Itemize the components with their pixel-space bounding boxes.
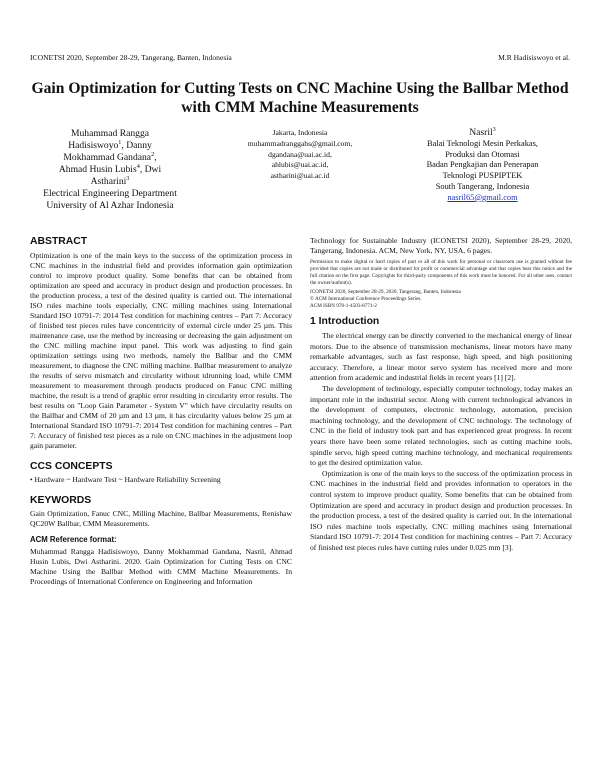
author-affiliation: Produksi dan Otomasi: [445, 149, 520, 159]
keywords-text: Gain Optimization, Fanuc CNC, Milling Machine, Ballbar Measurements, Renishaw QC20W Ballbar, CMM Measurements.: [30, 509, 292, 528]
email-link[interactable]: nasril65@gmail.com: [447, 192, 518, 202]
running-header-left: ICONETSI 2020, September 28-29, Tangerang, Banten, Indonesia: [30, 53, 232, 62]
email-link[interactable]: dgandana@uai.ac.id: [268, 149, 330, 159]
permission-statement: Permission to make digital or hard copies of part or all of this work for personal or classroom use is granted without fee provided that copies are not made or distributed for profit or commercial advantage and that copies bear this notice and the full citation on the first page. Copyrights for third-party components of this work must be honored. For all other uses, contact the owner/author(s).: [310, 259, 572, 286]
author-affiliation: Badan Pengkajian dan Penerapan: [426, 160, 539, 170]
author-line: Nasril$^3$: [469, 125, 496, 138]
paper-title: Gain Optimization for Cutting Tests on CNC Machine Using the Ballbar Method with CMM Machine Measurements: [31, 80, 569, 116]
author-line: Astharini$^3$: [90, 174, 130, 187]
author-block-left: [30, 128, 190, 212]
author-line: Ahmad Husin Lubis$^4$, Dwi: [58, 162, 162, 175]
author-line: Hadisiswoyo$^1$, Danny: [68, 138, 152, 151]
left-column: [30, 236, 292, 587]
intro-heading: 1 Introduction: [310, 316, 380, 327]
running-header-right: M.R Hadisiswoyo et al.: [498, 53, 570, 62]
author-department: Electrical Engineering Department: [43, 188, 177, 199]
email-link[interactable]: muhammadranggahs@gmail.com: [247, 138, 351, 148]
abstract-heading: ABSTRACT: [30, 236, 88, 247]
ccs-text: • Hardware ~ Hardware Test ~ Hardware Reliability Screening: [30, 475, 221, 484]
acm-ref-text: Muhammad Rangga Hadisiswoyo, Danny Mokhammad Gandana, Nasril, Ahmad Husin Lubis, Dwi Astharini. 2020. Gain Optimization for Cutting Tests on CNC Machine Using the Ballbar Method with CMM Machine Measurements. In Proceedings of International Conference on Engineering and Information: [30, 547, 292, 586]
author-block-right: [395, 125, 570, 204]
email-link[interactable]: astharini@uai.ac.id: [270, 171, 330, 181]
intro-paragraph: The electrical energy can be directly converted to the mechanical energy of linear motors. Due to the absence of transmission mechanisms, linear motors have many remarkable advantages, such as fast response, high speed, and high positioning accuracy. Therefore, a linear motor servo system has received more and more attention from academic and industrial fields in recent years [1] [2].: [310, 331, 572, 383]
acm-ref-continued: Technology for Sustainable Industry (ICONETSI 2020), September 28-29, 2020, Tangerang, Indonesia. ACM, New York, NY, USA, 6 pages.: [310, 236, 572, 255]
acm-ref-heading: ACM Reference format:: [30, 535, 117, 544]
conference-line: ICONETSI 2020, September 28-29, 2020, Tangerang, Banten, Indonesia: [310, 289, 461, 295]
ccs-heading: CCS CONCEPTS: [30, 461, 113, 472]
email-link[interactable]: ahlubis@uai.ac.id: [271, 160, 327, 170]
author-block-middle: Jakarta, Indonesia muhammadranggahs@gmail.com, dgandana@uai.ac.id, ahlubis@uai.ac.id, astharini@uai.ac.id: [215, 128, 385, 182]
right-column: [310, 236, 572, 553]
intro-paragraph: The development of technology, especially computer technology, today makes an important role in the industrial sector. Along with current technological advances in the development of computers, electronic technology, automation, precision machining technology, and the development of CNC technology. The technology of CNC in the field of industry took part and has experienced great progress. In recent years there have been some related technologies, such as cutting machine tools, spindle servo, high speed cutting machine technology, and mechanical requirements to get the desired optimization value.: [310, 383, 572, 468]
author-university: University of Al Azhar Indonesia: [46, 200, 174, 211]
copyright-line: © ACM International Conference Proceedings Series.: [310, 296, 422, 302]
isbn-line: ACM ISBN 978-1-4503-8771-2: [310, 303, 377, 309]
intro-paragraph: Optimization is one of the main keys to the success of the optimization process in CNC machines in the industrial field and provides information to operators in the control system to improve product quality. Some benefits that can be obtained from Optimization are speed and accuracy in product design and production processes. In the production process, a test of the desired quality is carried out. In the international ISO rules machine tools especially, CNC milling machines using International Standard ISO 10791-7: 2014 Test condition for machining centres – Part 7: Accuracy of finished test pieces rules have cutting rules under 0.025 mm [3].: [310, 468, 572, 552]
keywords-heading: KEYWORDS: [30, 495, 92, 506]
author-city: Jakarta, Indonesia: [272, 128, 328, 137]
author-affiliation: Balai Teknologi Mesin Perkakas,: [427, 138, 538, 148]
author-affiliation: South Tangerang, Indonesia: [435, 181, 530, 191]
author-line: Mokhammad Gandana$^2$,: [63, 150, 157, 163]
author-line: Muhammad Rangga: [70, 128, 150, 139]
author-affiliation: Teknologi PUSPIPTEK: [442, 171, 523, 181]
abstract-text: Optimization is one of the main keys to the success of the optimization process in CNC machines in the industrial field and provides information gain optimization control to improve product quality. Some benefits that can be obtained from optimization are speed and accuracy in product design and production processes. In the production process, a test of the desired quality is carried out. The international ISO rules machine tools especially, CNC milling machines using International Standard ISO 10791-7: 2014 Test condition for machining centres – Part 7: Accuracy of finished test pieces rules have concentricity of external circle under 25 µm. This maintenance case, use the method by increasing or decreasing the gain adjustment on the CNC milling machine input panel. This work was adjusting to find gain optimization settings using two methods, namely the Ballbar and the CMM measurement, to diagnose the CNC milling machine. Ballbar measurement to analyze the results of servo mismatch and circularity without tdrunning load, while CMM measurement to measurement through products produced on Fanuc CNC milling machine, the result is a trend of graphic error resulting in circularity error results. The best results on "Loop Gain Parameter - System V" which have circularity results on the Ballbar and CMM of 20 µm and 13 µm, it has circularity values below 25 µm at International Standard ISO 10791-7: 2014 Test condition for machining centres – Part 7: Accuracy of finished test pieces as a rule on CNC machines in the adjustment loop gain parameter.: [30, 251, 292, 450]
